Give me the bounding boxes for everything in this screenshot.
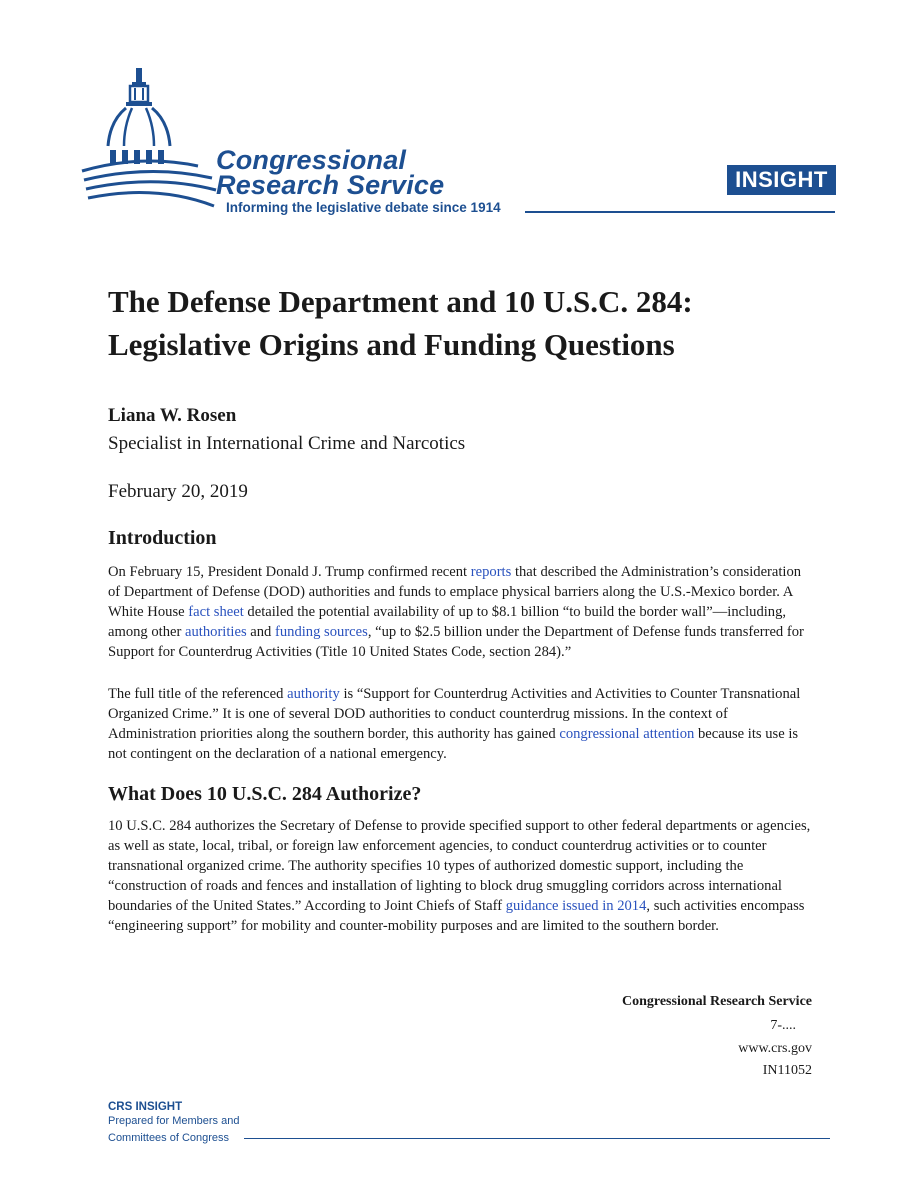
prepared-for-line1: Prepared for Members and xyxy=(108,1115,240,1127)
org-name-line2: Research Service xyxy=(216,170,445,200)
authorities-link[interactable]: authorities xyxy=(185,624,247,640)
intro-paragraph-1: On February 15, President Donald J. Trump confirmed recent reports that described the Administration’s consideration of Department of Defense (DOD) authorities and funds to emplace physical barriers along the U.S.-Mexico border. A White House fact sheet detailed the potential availability of up to $8.1 billion “to build the border wall”—including, among other authorities and funding sources, “up to $2.5 billion under the Department of Defense funds transferred for Support for Counterdrug Activities (Title 10 United States Code, section 284).” xyxy=(108,564,804,660)
footer-product-id: IN11052 xyxy=(762,1063,812,1078)
capitol-dome-logo xyxy=(80,66,220,216)
document-title: The Defense Department and 10 U.S.C. 284: Legislative Origins and Funding Questions xyxy=(108,284,693,362)
insight-badge: INSIGHT xyxy=(727,165,836,195)
guidance-link[interactable]: guidance issued in 2014 xyxy=(505,898,647,914)
prepared-for-line2: Committees of Congress xyxy=(108,1132,230,1144)
footer-divider xyxy=(244,1138,830,1139)
section-heading-authorize: What Does 10 U.S.C. 284 Authorize? xyxy=(108,783,422,805)
tagline: Informing the legislative debate since 1914 xyxy=(226,200,501,215)
crs-insight-label: CRS INSIGHT xyxy=(108,1101,183,1113)
footer-website[interactable]: www.crs.gov xyxy=(738,1041,812,1056)
authorize-paragraph-1: 10 U.S.C. 284 authorizes the Secretary of Defense to provide specified support to other federal departments or agencies, as well as state, local, tribal, or foreign law enforcement agencies, to conduct counterdrug activities or to counter transnational organized crime. The authority specifies 10 types of authorized domestic support, including the “construction of roads and fences and installation of lighting to block drug smuggling corridors across international boundaries of the United States.” According to Joint Chiefs of Staff guidance issued in 2014, such activities encompass “engineering support” for mobility and counter-mobility purposes and are limited to the southern border. xyxy=(108,818,811,934)
author-name: Liana W. Rosen xyxy=(108,405,237,426)
funding-sources-link[interactable]: funding sources xyxy=(275,624,368,640)
publication-date: February 20, 2019 xyxy=(108,481,248,502)
authority-link[interactable]: authority xyxy=(287,686,340,702)
reports-link[interactable]: reports xyxy=(470,564,512,580)
intro-paragraph-2: The full title of the referenced authority is “Support for Counterdrug Activities and Activities to Counter Transnational Organized Crime.” It is one of several DOD authorities to conduct counterdrug missions. In the context of Administration priorities along the southern border, this authority has gained congressional attention because its use is not contingent on the declaration of a national emergency. xyxy=(108,686,801,762)
footer-code: 7-.... xyxy=(770,1018,796,1033)
org-name-line1: Congressional xyxy=(216,145,407,175)
section-heading-introduction: Introduction xyxy=(108,527,217,549)
author-title: Specialist in International Crime and Narcotics xyxy=(108,433,466,454)
congressional-attention-link[interactable]: congressional attention xyxy=(559,726,695,742)
fact-sheet-link[interactable]: fact sheet xyxy=(188,604,244,620)
header-divider xyxy=(525,211,835,213)
footer-org-name: Congressional Research Service xyxy=(621,994,812,1009)
